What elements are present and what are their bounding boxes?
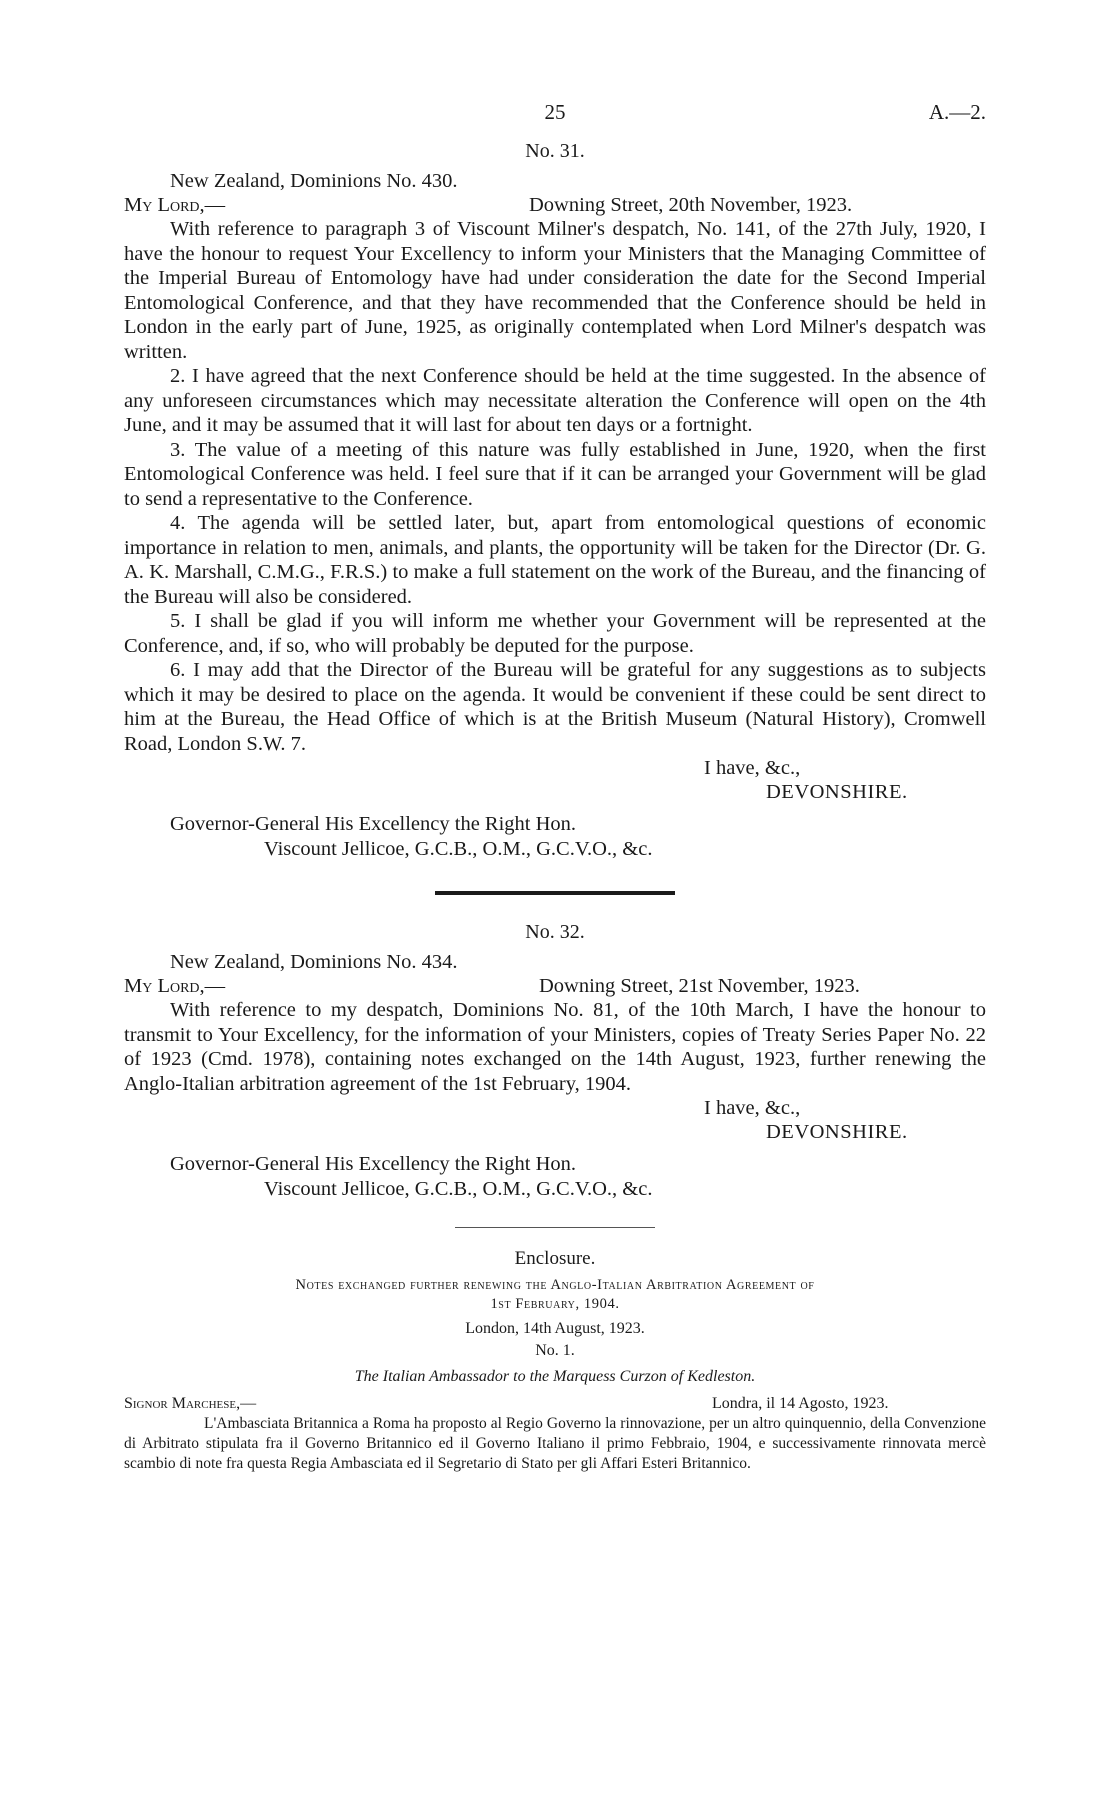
despatch-number: No. 31. [525, 140, 585, 162]
place-date: Downing Street, 21st November, 1923. [539, 975, 860, 997]
signature: DEVONSHIRE. [766, 781, 908, 803]
document-page [124, 100, 986, 1474]
letter-place-date: Londra, il 14 Agosto, 1923. [712, 1395, 889, 1412]
addressee-line-1: Governor-General His Excellency the Right Hon. [170, 813, 577, 835]
note-number: No. 1. [535, 1342, 575, 1359]
letter-salutation-row [124, 1394, 986, 1414]
paragraph-1: With reference to my despatch, Dominions No. 81, of the 10th March, I have the honour to transmit to Your Excellency, for the information of your Ministers, copies of Treaty Series Paper No. 22 of 1923 (Cmd. 1978), containing notes exchanged on the 14th August, 1923, further renewing the Anglo-Italian arbitration agreement of the 1st February, 1904. [124, 999, 986, 1095]
section-divider-thick [435, 891, 675, 895]
closing-phrase: I have, &c., [704, 757, 801, 779]
notes-place-date: London, 14th August, 1923. [465, 1320, 645, 1337]
addressee-block [124, 812, 986, 861]
note-from-to: The Italian Ambassador to the Marquess Curzon of Kedleston. [354, 1368, 756, 1385]
page-header [124, 100, 986, 132]
closing-phrase: I have, &c., [704, 1097, 801, 1119]
notes-title [124, 1276, 986, 1314]
despatch-number: No. 32. [525, 921, 585, 943]
section-divider-thin [455, 1227, 655, 1228]
place-date: Downing Street, 20th November, 1923. [529, 194, 853, 216]
salutation-row [124, 974, 986, 998]
closing-block [124, 756, 986, 804]
signature: DEVONSHIRE. [766, 1121, 908, 1143]
salutation: My Lord,— [124, 975, 226, 997]
salutation-row [124, 193, 986, 217]
notes-title-line-2: 1st February, 1904. [490, 1296, 620, 1312]
addressee-line-2: Viscount Jellicoe, G.C.B., O.M., G.C.V.O., &c. [264, 837, 653, 860]
addressee-line-2: Viscount Jellicoe, G.C.B., O.M., G.C.V.O., &c. [264, 1177, 653, 1200]
dominions-reference: New Zealand, Dominions No. 434. [170, 951, 458, 973]
letter-text: L'Ambasciata Britannica a Roma ha proposto al Regio Governo la rinnovazione, per un altro quinquennio, della Convenzione di Arbitrato stipulata fra il Governo Britannico ed il Governo Italiano il primo Febbraio, 1904, e successivamente rinnovata mercè scambio di note fra questa Regia Ambasciata ed il Segretario di Stato per gli Affari Esteri Britannico. [124, 1415, 986, 1472]
notes-title-line-1: Notes exchanged further renewing the Anglo-Italian Arbitration Agreement of [295, 1277, 815, 1293]
paragraph-4: 4. The agenda will be settled later, but, apart from entomological questions of economic importance in relation to men, animals, and plants, the opportunity will be taken for the Director (Dr. G. A. K. Marshall, C.M.G., F.R.S.) to make a full statement on the work of the Bureau, and the financing of the Bureau will also be considered. [124, 512, 986, 608]
page-number: 25 [544, 100, 566, 124]
enclosure [124, 1248, 986, 1474]
paragraph-5: 5. I shall be glad if you will inform me whether your Government will be represented at the Conference, and, if so, who will probably be deputed for the purpose. [124, 610, 986, 657]
salutation: My Lord,— [124, 194, 226, 216]
paragraph-2: 2. I have agreed that the next Conference should be held at the time suggested. In the absence of any unforeseen circumstances which may necessitate alteration the Conference will open on the 4th June, and it may be assumed that it will last for about ten days or a fortnight. [124, 365, 986, 436]
paragraph-6: 6. I may add that the Director of the Bureau will be grateful for any suggestions as to subjects which it may be desired to place on the agenda. It would be convenient if these could be sent direct to him at the Bureau, the Head Office of which is at the British Museum (Natural History), Cromwell Road, London S.W. 7. [124, 659, 986, 755]
paragraph-3: 3. The value of a meeting of this nature was fully established in June, 1920, when the first Entomological Conference was held. I feel sure that if it can be arranged your Government will be glad to send a representative to the Conference. [124, 438, 986, 510]
despatch-32 [124, 921, 986, 1201]
dominions-reference: New Zealand, Dominions No. 430. [170, 170, 458, 192]
page-reference: A.—2. [928, 100, 986, 124]
addressee-block [124, 1152, 986, 1201]
addressee-line-1: Governor-General His Excellency the Right Hon. [170, 1153, 577, 1175]
closing-block [124, 1096, 986, 1144]
paragraph-1: With reference to paragraph 3 of Viscount Milner's despatch, No. 141, of the 27th July, 1920, I have the honour to request Your Excellency to inform your Ministers that the Managing Committee of the Imperial Bureau of Entomology have had under consideration the date for the Second Imperial Entomological Conference, and that they have recommended that the Conference should be held in London in the early part of June, 1925, as originally contemplated when Lord Milner's despatch was written. [124, 218, 986, 363]
despatch-31 [124, 140, 986, 861]
letter-salutation: Signor Marchese,— [124, 1395, 257, 1412]
enclosure-title: Enclosure. [514, 1248, 596, 1269]
